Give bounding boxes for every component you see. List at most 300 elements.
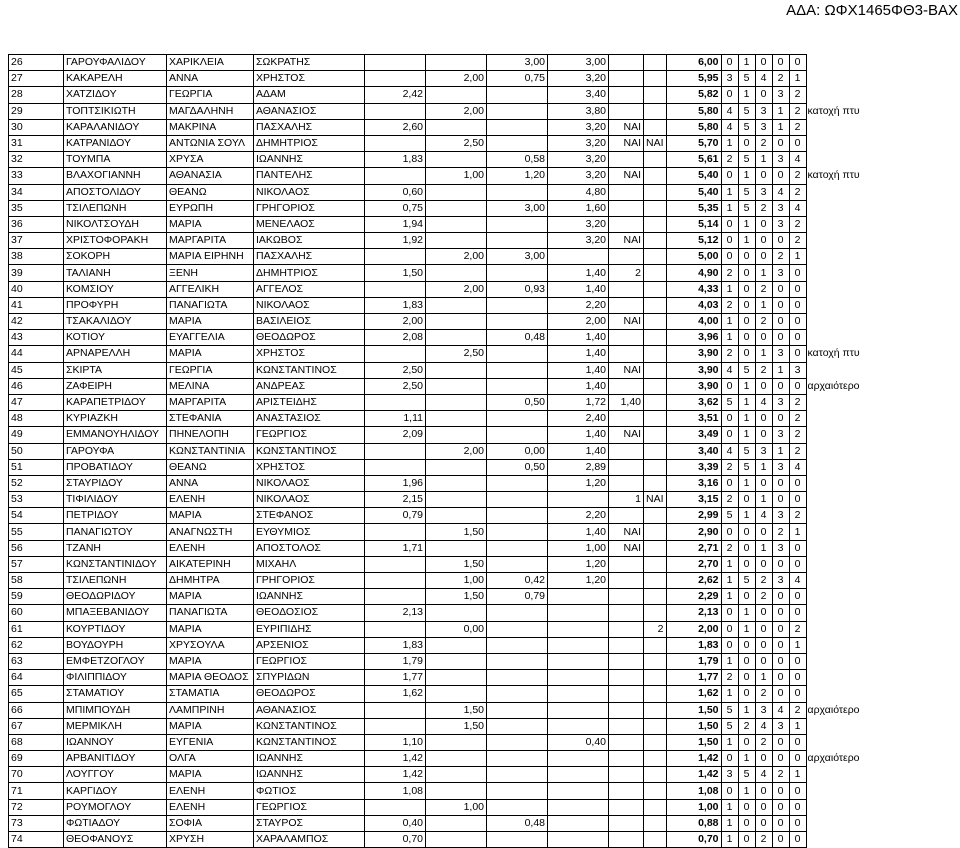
cell-score-b <box>426 55 487 71</box>
cell-flag-a <box>609 475 644 491</box>
cell-crit-1: 2 <box>721 459 738 475</box>
cell-crit-5: 0 <box>789 265 806 281</box>
table-row <box>9 265 863 281</box>
cell-score-d <box>548 783 609 799</box>
cell-crit-1: 1 <box>721 573 738 589</box>
cell-score-d <box>548 686 609 702</box>
cell-row-number: 70 <box>9 767 64 783</box>
cell-row-number: 67 <box>9 718 64 734</box>
cell-total-score: 5,00 <box>666 249 721 265</box>
cell-surname: ΤΣΑΚΑΛΙΔΟΥ <box>64 314 167 330</box>
cell-crit-2: 0 <box>738 314 755 330</box>
cell-crit-1: 5 <box>721 508 738 524</box>
cell-row-number: 46 <box>9 378 64 394</box>
cell-first-name: ΜΑΡΙΑ <box>167 508 254 524</box>
cell-crit-5: 2 <box>789 87 806 103</box>
cell-surname: ΑΡΒΑΝΙΤΙΔΟΥ <box>64 751 167 767</box>
cell-score-a <box>365 135 426 151</box>
cell-row-number: 40 <box>9 281 64 297</box>
cell-crit-1: 0 <box>721 87 738 103</box>
cell-crit-2: 1 <box>738 216 755 232</box>
cell-surname: ΠΕΤΡΙΔΟΥ <box>64 508 167 524</box>
cell-first-name: ΣΟΦΙΑ <box>167 815 254 831</box>
cell-crit-1: 2 <box>721 265 738 281</box>
cell-score-d: 3,20 <box>548 168 609 184</box>
cell-note <box>806 492 862 508</box>
cell-crit-1: 1 <box>721 734 738 750</box>
cell-score-d <box>548 249 609 265</box>
cell-flag-b <box>644 605 667 621</box>
cell-surname: ΚΟΤΙΟΥ <box>64 330 167 346</box>
cell-score-d: 1,40 <box>548 362 609 378</box>
cell-surname: ΚΩΝΣΤΑΝΤΙΝΙΔΟΥ <box>64 556 167 572</box>
cell-first-name: ΠΑΝΑΓΙΩΤΑ <box>167 297 254 313</box>
cell-score-a: 0,79 <box>365 508 426 524</box>
cell-flag-b <box>644 702 667 718</box>
cell-crit-5: 4 <box>789 459 806 475</box>
cell-crit-3: 0 <box>755 87 772 103</box>
cell-total-score: 5,70 <box>666 135 721 151</box>
cell-flag-a <box>609 751 644 767</box>
cell-crit-3: 2 <box>755 832 772 848</box>
cell-surname: ΝΙΚΟΛΤΣΟΥΔΗ <box>64 216 167 232</box>
cell-crit-5: 0 <box>789 653 806 669</box>
cell-crit-3: 0 <box>755 524 772 540</box>
cell-crit-1: 1 <box>721 832 738 848</box>
cell-score-a <box>365 459 426 475</box>
cell-father-name: ΑΝΔΡΕΑΣ <box>254 378 365 394</box>
cell-row-number: 65 <box>9 686 64 702</box>
cell-crit-4: 2 <box>772 249 789 265</box>
cell-father-name: ΓΕΩΡΓΙΟΣ <box>254 799 365 815</box>
cell-first-name: ΕΛΕΝΗ <box>167 492 254 508</box>
cell-score-d <box>548 492 609 508</box>
cell-score-b: 1,00 <box>426 168 487 184</box>
cell-flag-b <box>644 508 667 524</box>
cell-surname: ΤΣΙΛΕΠΩΝΗ <box>64 200 167 216</box>
cell-score-b <box>426 508 487 524</box>
cell-flag-a <box>609 152 644 168</box>
cell-crit-3: 2 <box>755 686 772 702</box>
cell-total-score: 3,90 <box>666 378 721 394</box>
cell-score-b: 2,00 <box>426 249 487 265</box>
cell-score-d: 1,20 <box>548 573 609 589</box>
cell-flag-b <box>644 734 667 750</box>
cell-score-b: 2,50 <box>426 346 487 362</box>
cell-score-d <box>548 637 609 653</box>
table-row <box>9 152 863 168</box>
cell-flag-b: 2 <box>644 621 667 637</box>
cell-note <box>806 734 862 750</box>
cell-score-d: 1,20 <box>548 556 609 572</box>
table-row <box>9 103 863 119</box>
cell-note <box>806 637 862 653</box>
cell-score-d: 1,40 <box>548 443 609 459</box>
cell-crit-1: 2 <box>721 670 738 686</box>
cell-father-name: ΝΙΚΟΛΑΟΣ <box>254 475 365 491</box>
cell-note <box>806 119 862 135</box>
cell-surname: ΚΟΜΣΙΟΥ <box>64 281 167 297</box>
cell-crit-3: 0 <box>755 378 772 394</box>
cell-score-b: 1,00 <box>426 799 487 815</box>
cell-father-name: ΝΙΚΟΛΑΟΣ <box>254 297 365 313</box>
cell-note <box>806 540 862 556</box>
cell-crit-5: 1 <box>789 718 806 734</box>
cell-total-score: 5,35 <box>666 200 721 216</box>
cell-flag-a <box>609 767 644 783</box>
cell-total-score: 3,90 <box>666 346 721 362</box>
cell-flag-b <box>644 573 667 589</box>
cell-flag-b <box>644 378 667 394</box>
cell-crit-2: 0 <box>738 330 755 346</box>
cell-crit-1: 0 <box>721 55 738 71</box>
cell-surname: ΖΑΦΕΙΡΗ <box>64 378 167 394</box>
cell-surname: ΠΡΟΒΑΤΙΔΟΥ <box>64 459 167 475</box>
cell-note <box>806 783 862 799</box>
cell-score-a: 2,13 <box>365 605 426 621</box>
cell-father-name: ΚΩΝΣΤΑΝΤΙΝΟΣ <box>254 362 365 378</box>
cell-first-name: ΧΑΡΙΚΛΕΙΑ <box>167 55 254 71</box>
cell-first-name: ΣΤΑΜΑΤΙΑ <box>167 686 254 702</box>
cell-score-c: 0,58 <box>487 152 548 168</box>
cell-note <box>806 832 862 848</box>
cell-surname: ΕΜΦΕΤΖΟΓΛΟΥ <box>64 653 167 669</box>
cell-crit-1: 2 <box>721 492 738 508</box>
cell-row-number: 57 <box>9 556 64 572</box>
cell-flag-b <box>644 152 667 168</box>
cell-note <box>806 249 862 265</box>
cell-flag-a <box>609 330 644 346</box>
cell-flag-b <box>644 475 667 491</box>
cell-crit-2: 5 <box>738 200 755 216</box>
cell-flag-b <box>644 767 667 783</box>
cell-surname: ΚΑΤΡΑΝΙΔΟΥ <box>64 135 167 151</box>
cell-crit-4: 3 <box>772 200 789 216</box>
cell-score-c <box>487 832 548 848</box>
cell-crit-1: 1 <box>721 799 738 815</box>
cell-crit-5: 0 <box>789 378 806 394</box>
cell-first-name: ΧΡΥΣΟΥΛΑ <box>167 637 254 653</box>
cell-crit-4: 0 <box>772 832 789 848</box>
cell-crit-2: 1 <box>738 751 755 767</box>
cell-father-name: ΓΡΗΓΟΡΙΟΣ <box>254 573 365 589</box>
cell-score-c: 0,79 <box>487 589 548 605</box>
cell-total-score: 3,51 <box>666 411 721 427</box>
cell-flag-a <box>609 200 644 216</box>
cell-score-b <box>426 330 487 346</box>
cell-flag-b <box>644 637 667 653</box>
cell-score-d <box>548 832 609 848</box>
table-row <box>9 508 863 524</box>
cell-surname: ΤΖΑΝΗ <box>64 540 167 556</box>
cell-score-c: 3,00 <box>487 200 548 216</box>
cell-surname: ΒΛΑΧΟΓΙΑΝΝΗ <box>64 168 167 184</box>
cell-crit-4: 3 <box>772 152 789 168</box>
cell-crit-4: 0 <box>772 330 789 346</box>
cell-row-number: 36 <box>9 216 64 232</box>
cell-note <box>806 799 862 815</box>
cell-flag-b <box>644 87 667 103</box>
cell-crit-4: 3 <box>772 394 789 410</box>
cell-score-b: 1,50 <box>426 524 487 540</box>
table-row <box>9 492 863 508</box>
table-row <box>9 297 863 313</box>
cell-score-b: 1,50 <box>426 702 487 718</box>
cell-flag-b <box>644 459 667 475</box>
cell-flag-a <box>609 411 644 427</box>
cell-total-score: 1,83 <box>666 637 721 653</box>
cell-first-name: ΘΕΑΝΩ <box>167 459 254 475</box>
table-row <box>9 184 863 200</box>
cell-crit-2: 0 <box>738 524 755 540</box>
cell-surname: ΣΤΑΥΡΙΔΟΥ <box>64 475 167 491</box>
cell-crit-5: 1 <box>789 249 806 265</box>
cell-first-name: ΜΑΡΙΑ ΘΕΟΔΟΣ <box>167 670 254 686</box>
cell-crit-5: 4 <box>789 573 806 589</box>
cell-score-b: 2,00 <box>426 281 487 297</box>
cell-crit-4: 0 <box>772 55 789 71</box>
cell-crit-2: 0 <box>738 135 755 151</box>
cell-score-d: 1,40 <box>548 346 609 362</box>
cell-crit-3: 0 <box>755 637 772 653</box>
cell-score-d: 1,40 <box>548 330 609 346</box>
cell-score-d: 3,20 <box>548 135 609 151</box>
cell-crit-4: 0 <box>772 411 789 427</box>
cell-score-b <box>426 475 487 491</box>
cell-father-name: ΚΩΝΣΤΑΝΤΙΝΟΣ <box>254 718 365 734</box>
cell-flag-b <box>644 751 667 767</box>
cell-surname: ΦΙΛΙΠΠΙΔΟΥ <box>64 670 167 686</box>
cell-row-number: 30 <box>9 119 64 135</box>
cell-score-a: 1,92 <box>365 233 426 249</box>
cell-score-b <box>426 815 487 831</box>
cell-surname: ΜΠΑΞΕΒΑΝΙΔΟΥ <box>64 605 167 621</box>
cell-crit-4: 3 <box>772 459 789 475</box>
cell-score-a: 1,11 <box>365 411 426 427</box>
cell-total-score: 5,80 <box>666 119 721 135</box>
cell-flag-a <box>609 605 644 621</box>
cell-crit-1: 4 <box>721 103 738 119</box>
cell-flag-a <box>609 653 644 669</box>
cell-score-b <box>426 216 487 232</box>
table-row <box>9 233 863 249</box>
cell-note <box>806 475 862 491</box>
cell-crit-2: 1 <box>738 394 755 410</box>
cell-crit-5: 2 <box>789 233 806 249</box>
cell-note <box>806 767 862 783</box>
cell-score-a <box>365 281 426 297</box>
cell-note <box>806 216 862 232</box>
cell-crit-2: 1 <box>738 55 755 71</box>
cell-flag-b <box>644 330 667 346</box>
ada-identifier: ΑΔΑ: ΩΦΧ1465ΦΘ3-ΒΑΧ <box>786 2 958 19</box>
cell-crit-3: 0 <box>755 751 772 767</box>
cell-crit-2: 0 <box>738 492 755 508</box>
table-row <box>9 378 863 394</box>
cell-crit-3: 1 <box>755 459 772 475</box>
cell-note <box>806 71 862 87</box>
cell-row-number: 54 <box>9 508 64 524</box>
cell-flag-b <box>644 411 667 427</box>
cell-surname: ΤΑΛΙΑΝΗ <box>64 265 167 281</box>
cell-total-score: 1,50 <box>666 734 721 750</box>
cell-score-c <box>487 734 548 750</box>
cell-total-score: 5,82 <box>666 87 721 103</box>
table-row <box>9 135 863 151</box>
cell-row-number: 59 <box>9 589 64 605</box>
table-row <box>9 573 863 589</box>
cell-crit-1: 1 <box>721 330 738 346</box>
cell-score-c <box>487 346 548 362</box>
cell-score-d <box>548 751 609 767</box>
cell-score-c <box>487 184 548 200</box>
cell-crit-4: 1 <box>772 362 789 378</box>
table-row <box>9 87 863 103</box>
cell-note <box>806 589 862 605</box>
cell-crit-1: 1 <box>721 281 738 297</box>
table-row <box>9 702 863 718</box>
cell-score-b <box>426 297 487 313</box>
cell-total-score: 4,33 <box>666 281 721 297</box>
cell-score-b <box>426 637 487 653</box>
cell-score-a: 1,83 <box>365 297 426 313</box>
cell-first-name: ΧΡΥΣΗ <box>167 832 254 848</box>
cell-note <box>806 427 862 443</box>
cell-crit-3: 2 <box>755 200 772 216</box>
cell-total-score: 3,62 <box>666 394 721 410</box>
cell-flag-b <box>644 168 667 184</box>
cell-surname: ΕΜΜΑΝΟΥΗΛΙΔΟΥ <box>64 427 167 443</box>
cell-crit-5: 0 <box>789 55 806 71</box>
cell-father-name: ΑΡΣΕΝΙΟΣ <box>254 637 365 653</box>
cell-flag-a: ΝΑΙ <box>609 362 644 378</box>
cell-flag-a <box>609 783 644 799</box>
table-row <box>9 475 863 491</box>
cell-crit-3: 1 <box>755 297 772 313</box>
cell-crit-1: 5 <box>721 394 738 410</box>
cell-note <box>806 281 862 297</box>
cell-surname: ΜΕΡΜΙΚΛΗ <box>64 718 167 734</box>
cell-row-number: 48 <box>9 411 64 427</box>
cell-crit-5: 0 <box>789 832 806 848</box>
cell-score-d: 1,40 <box>548 281 609 297</box>
cell-score-d: 2,20 <box>548 508 609 524</box>
cell-crit-4: 3 <box>772 87 789 103</box>
cell-flag-a <box>609 573 644 589</box>
cell-first-name: ΜΑΡΙΑ <box>167 621 254 637</box>
cell-crit-3: 2 <box>755 135 772 151</box>
cell-row-number: 26 <box>9 55 64 71</box>
cell-crit-5: 2 <box>789 443 806 459</box>
cell-flag-a <box>609 216 644 232</box>
cell-total-score: 2,00 <box>666 621 721 637</box>
cell-crit-4: 1 <box>772 443 789 459</box>
cell-score-c <box>487 492 548 508</box>
cell-crit-5: 2 <box>789 411 806 427</box>
cell-first-name: ΕΛΕΝΗ <box>167 540 254 556</box>
cell-first-name: ΜΑΡΙΑ <box>167 346 254 362</box>
cell-flag-b <box>644 556 667 572</box>
cell-score-d: 0,40 <box>548 734 609 750</box>
cell-flag-b <box>644 297 667 313</box>
cell-flag-b <box>644 55 667 71</box>
cell-father-name: ΑΠΟΣΤΟΛΟΣ <box>254 540 365 556</box>
cell-note <box>806 573 862 589</box>
cell-crit-4: 4 <box>772 184 789 200</box>
cell-row-number: 71 <box>9 783 64 799</box>
cell-surname: ΘΕΟΦΑΝΟΥΣ <box>64 832 167 848</box>
cell-father-name: ΠΑΝΤΕΛΗΣ <box>254 168 365 184</box>
cell-father-name: ΔΗΜΗΤΡΙΟΣ <box>254 265 365 281</box>
cell-crit-1: 5 <box>721 702 738 718</box>
cell-crit-4: 0 <box>772 670 789 686</box>
cell-score-d: 4,80 <box>548 184 609 200</box>
cell-score-b <box>426 378 487 394</box>
cell-row-number: 69 <box>9 751 64 767</box>
cell-score-d: 3,20 <box>548 233 609 249</box>
cell-note <box>806 314 862 330</box>
cell-surname: ΧΡΙΣΤΟΦΟΡΑΚΗ <box>64 233 167 249</box>
cell-crit-4: 0 <box>772 297 789 313</box>
cell-score-c <box>487 362 548 378</box>
cell-score-b <box>426 314 487 330</box>
cell-crit-3: 0 <box>755 605 772 621</box>
cell-score-a: 1,71 <box>365 540 426 556</box>
cell-crit-4: 1 <box>772 119 789 135</box>
cell-score-b <box>426 653 487 669</box>
cell-flag-a <box>609 832 644 848</box>
cell-crit-4: 0 <box>772 314 789 330</box>
cell-note <box>806 394 862 410</box>
cell-total-score: 1,08 <box>666 783 721 799</box>
cell-crit-5: 0 <box>789 346 806 362</box>
cell-row-number: 58 <box>9 573 64 589</box>
cell-crit-5: 0 <box>789 670 806 686</box>
cell-flag-a <box>609 55 644 71</box>
cell-row-number: 42 <box>9 314 64 330</box>
cell-score-b <box>426 87 487 103</box>
cell-row-number: 35 <box>9 200 64 216</box>
cell-crit-1: 1 <box>721 135 738 151</box>
cell-score-a: 2,42 <box>365 87 426 103</box>
cell-total-score: 5,14 <box>666 216 721 232</box>
cell-flag-b <box>644 265 667 281</box>
cell-crit-5: 0 <box>789 281 806 297</box>
cell-crit-3: 3 <box>755 103 772 119</box>
cell-crit-1: 0 <box>721 637 738 653</box>
cell-first-name: ΕΥΡΩΠΗ <box>167 200 254 216</box>
cell-total-score: 5,40 <box>666 168 721 184</box>
table-row <box>9 605 863 621</box>
cell-crit-4: 0 <box>772 378 789 394</box>
cell-surname: ΦΩΤΙΑΔΟΥ <box>64 815 167 831</box>
cell-crit-5: 2 <box>789 427 806 443</box>
cell-crit-1: 1 <box>721 589 738 605</box>
cell-first-name: ΜΑΡΓΑΡΙΤΑ <box>167 233 254 249</box>
cell-score-c <box>487 87 548 103</box>
cell-score-a <box>365 168 426 184</box>
cell-row-number: 52 <box>9 475 64 491</box>
cell-row-number: 44 <box>9 346 64 362</box>
cell-first-name: ΑΙΚΑΤΕΡΙΝΗ <box>167 556 254 572</box>
cell-crit-3: 1 <box>755 540 772 556</box>
cell-score-b <box>426 152 487 168</box>
cell-total-score: 2,70 <box>666 556 721 572</box>
cell-score-d <box>548 718 609 734</box>
cell-crit-2: 1 <box>738 427 755 443</box>
cell-first-name: ΜΑΡΙΑ <box>167 314 254 330</box>
cell-row-number: 51 <box>9 459 64 475</box>
